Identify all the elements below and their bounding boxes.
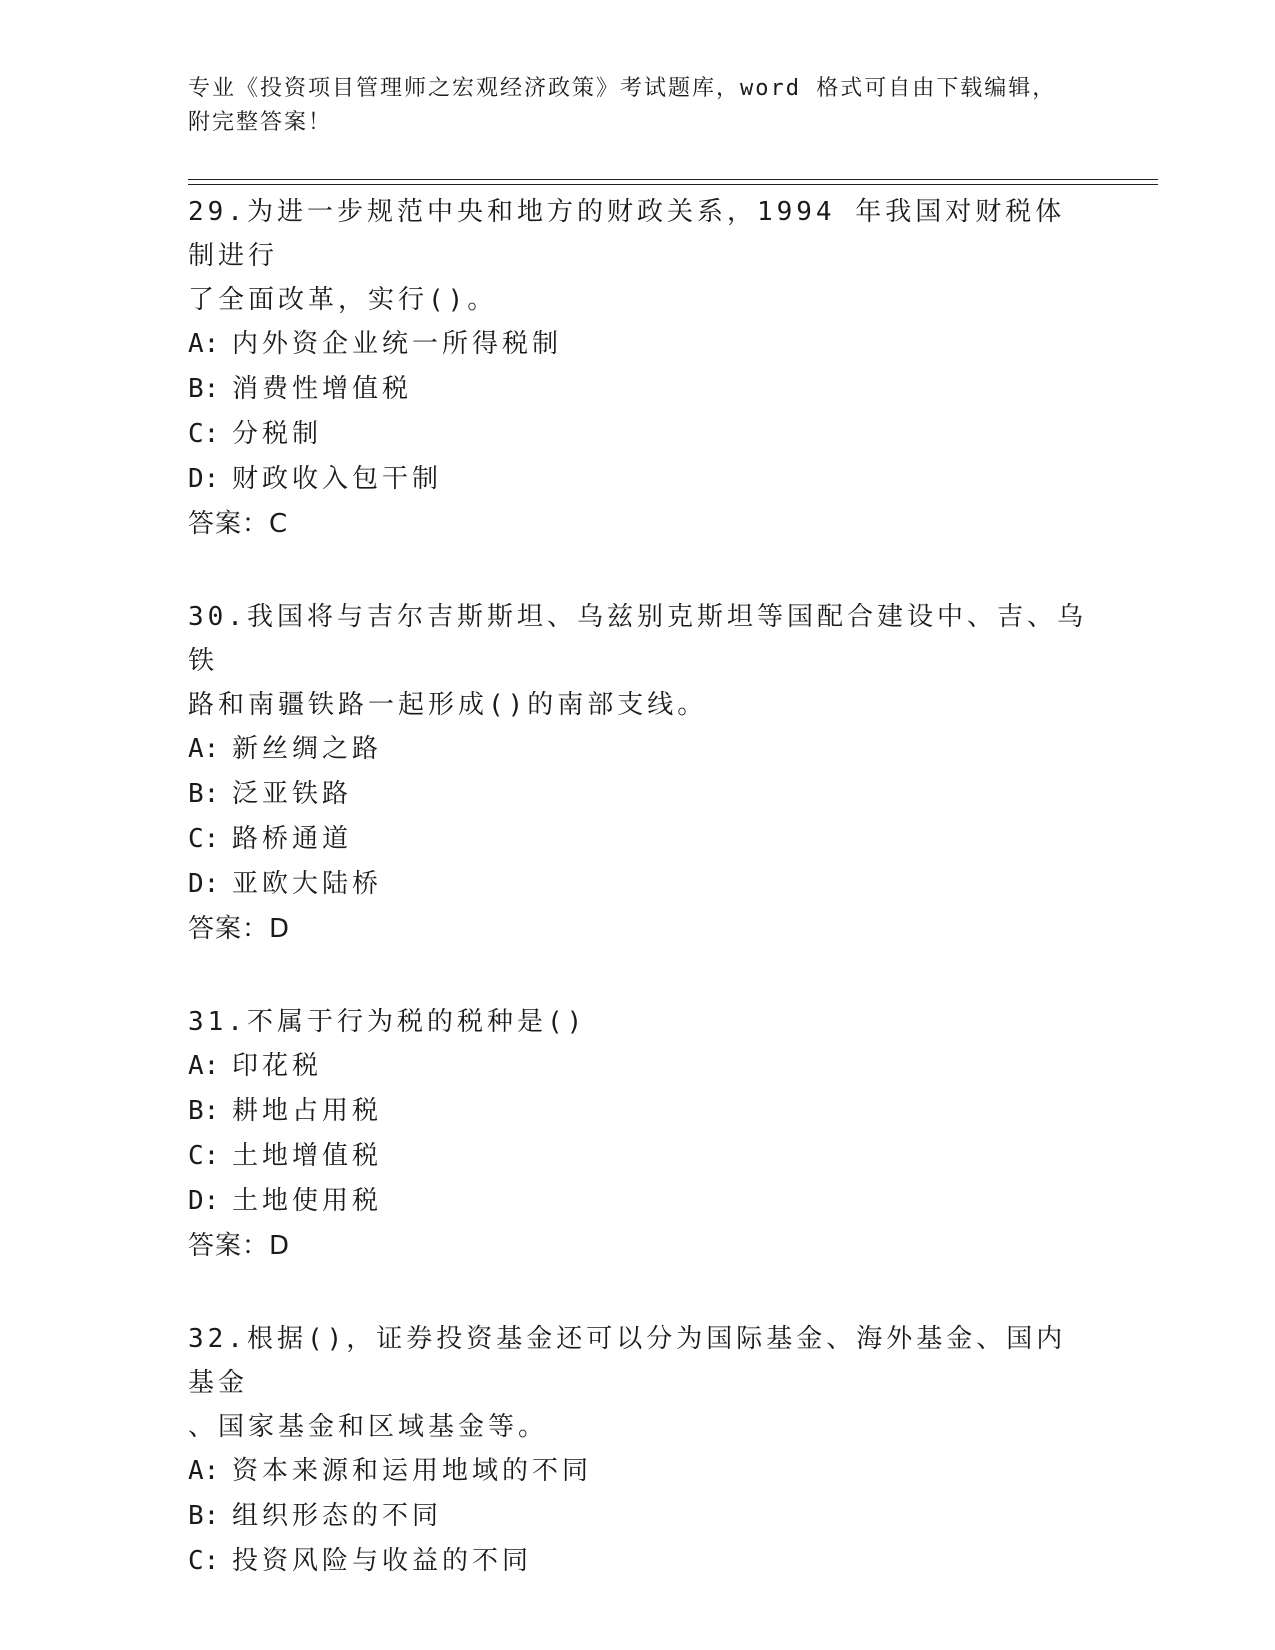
- option-letter: D:: [188, 464, 220, 494]
- option-d: [188, 457, 1088, 502]
- option-d: [188, 1179, 1088, 1224]
- option-letter: B:: [188, 374, 220, 404]
- option-letter: A:: [188, 734, 220, 764]
- option-a: [188, 727, 1088, 772]
- option-letter: A:: [188, 1456, 220, 1486]
- option-text: 分税制: [232, 419, 323, 449]
- option-text: 路桥通道: [232, 824, 353, 854]
- option-letter: C:: [188, 1546, 220, 1576]
- option-text: 土地增值税: [232, 1141, 383, 1171]
- answer: 答案：D: [188, 1231, 291, 1261]
- option-text: 投资风险与收益的不同: [232, 1546, 533, 1576]
- question-list: [188, 190, 1088, 1632]
- header-divider-bottom: [188, 184, 1158, 185]
- option-letter: D:: [188, 869, 220, 899]
- question-31: [188, 1000, 1088, 1269]
- option-a: [188, 1449, 1088, 1494]
- option-text: 资本来源和运用地域的不同: [232, 1456, 593, 1486]
- option-d: [188, 862, 1088, 907]
- question-32: [188, 1317, 1088, 1584]
- option-c: [188, 1539, 1088, 1584]
- option-text: 消费性增值税: [232, 374, 413, 404]
- option-letter: D:: [188, 1186, 220, 1216]
- option-letter: B:: [188, 1501, 220, 1531]
- option-c: [188, 1134, 1088, 1179]
- option-letter: C:: [188, 824, 220, 854]
- option-a: [188, 1044, 1088, 1089]
- option-text: 内外资企业统一所得税制: [232, 329, 563, 359]
- option-letter: A:: [188, 329, 220, 359]
- question-stem-line: 32.根据()，证券投资基金还可以分为国际基金、海外基金、国内基金: [188, 1324, 1067, 1398]
- option-text: 新丝绸之路: [232, 734, 383, 764]
- answer: 答案：C: [188, 509, 289, 539]
- header-line-1: 专业《投资项目管理师之宏观经济政策》考试题库，word 格式可自由下载编辑，: [188, 76, 1057, 101]
- answer: 答案：D: [188, 914, 291, 944]
- question-stem-line: 30.我国将与吉尔吉斯斯坦、乌兹别克斯坦等国配合建设中、吉、乌铁: [188, 602, 1087, 676]
- option-b: [188, 1494, 1088, 1539]
- option-letter: A:: [188, 1051, 220, 1081]
- page-header: [188, 72, 1088, 140]
- question-stem-line: 、国家基金和区域基金等。: [188, 1412, 549, 1442]
- option-text: 泛亚铁路: [232, 779, 353, 809]
- option-text: 耕地占用税: [232, 1096, 383, 1126]
- option-c: [188, 817, 1088, 862]
- header-line-2: 附完整答案！: [188, 110, 333, 135]
- question-30: [188, 595, 1088, 952]
- option-b: [188, 772, 1088, 817]
- question-stem-line: 路和南疆铁路一起形成()的南部支线。: [188, 690, 708, 720]
- option-text: 亚欧大陆桥: [232, 869, 383, 899]
- option-c: [188, 412, 1088, 457]
- question-stem-line: 了全面改革，实行()。: [188, 285, 498, 315]
- option-text: 印花税: [232, 1051, 323, 1081]
- option-letter: C:: [188, 419, 220, 449]
- option-b: [188, 367, 1088, 412]
- option-letter: B:: [188, 779, 220, 809]
- option-text: 财政收入包干制: [232, 464, 443, 494]
- question-29: [188, 190, 1088, 547]
- option-letter: B:: [188, 1096, 220, 1126]
- option-letter: C:: [188, 1141, 220, 1171]
- question-stem-line: 31.不属于行为税的税种是(): [188, 1007, 587, 1037]
- option-text: 土地使用税: [232, 1186, 383, 1216]
- option-text: 组织形态的不同: [232, 1501, 443, 1531]
- question-stem-line: 29.为进一步规范中央和地方的财政关系，1994 年我国对财税体制进行: [188, 197, 1066, 271]
- option-a: [188, 322, 1088, 367]
- option-b: [188, 1089, 1088, 1134]
- header-divider-top: [188, 179, 1158, 180]
